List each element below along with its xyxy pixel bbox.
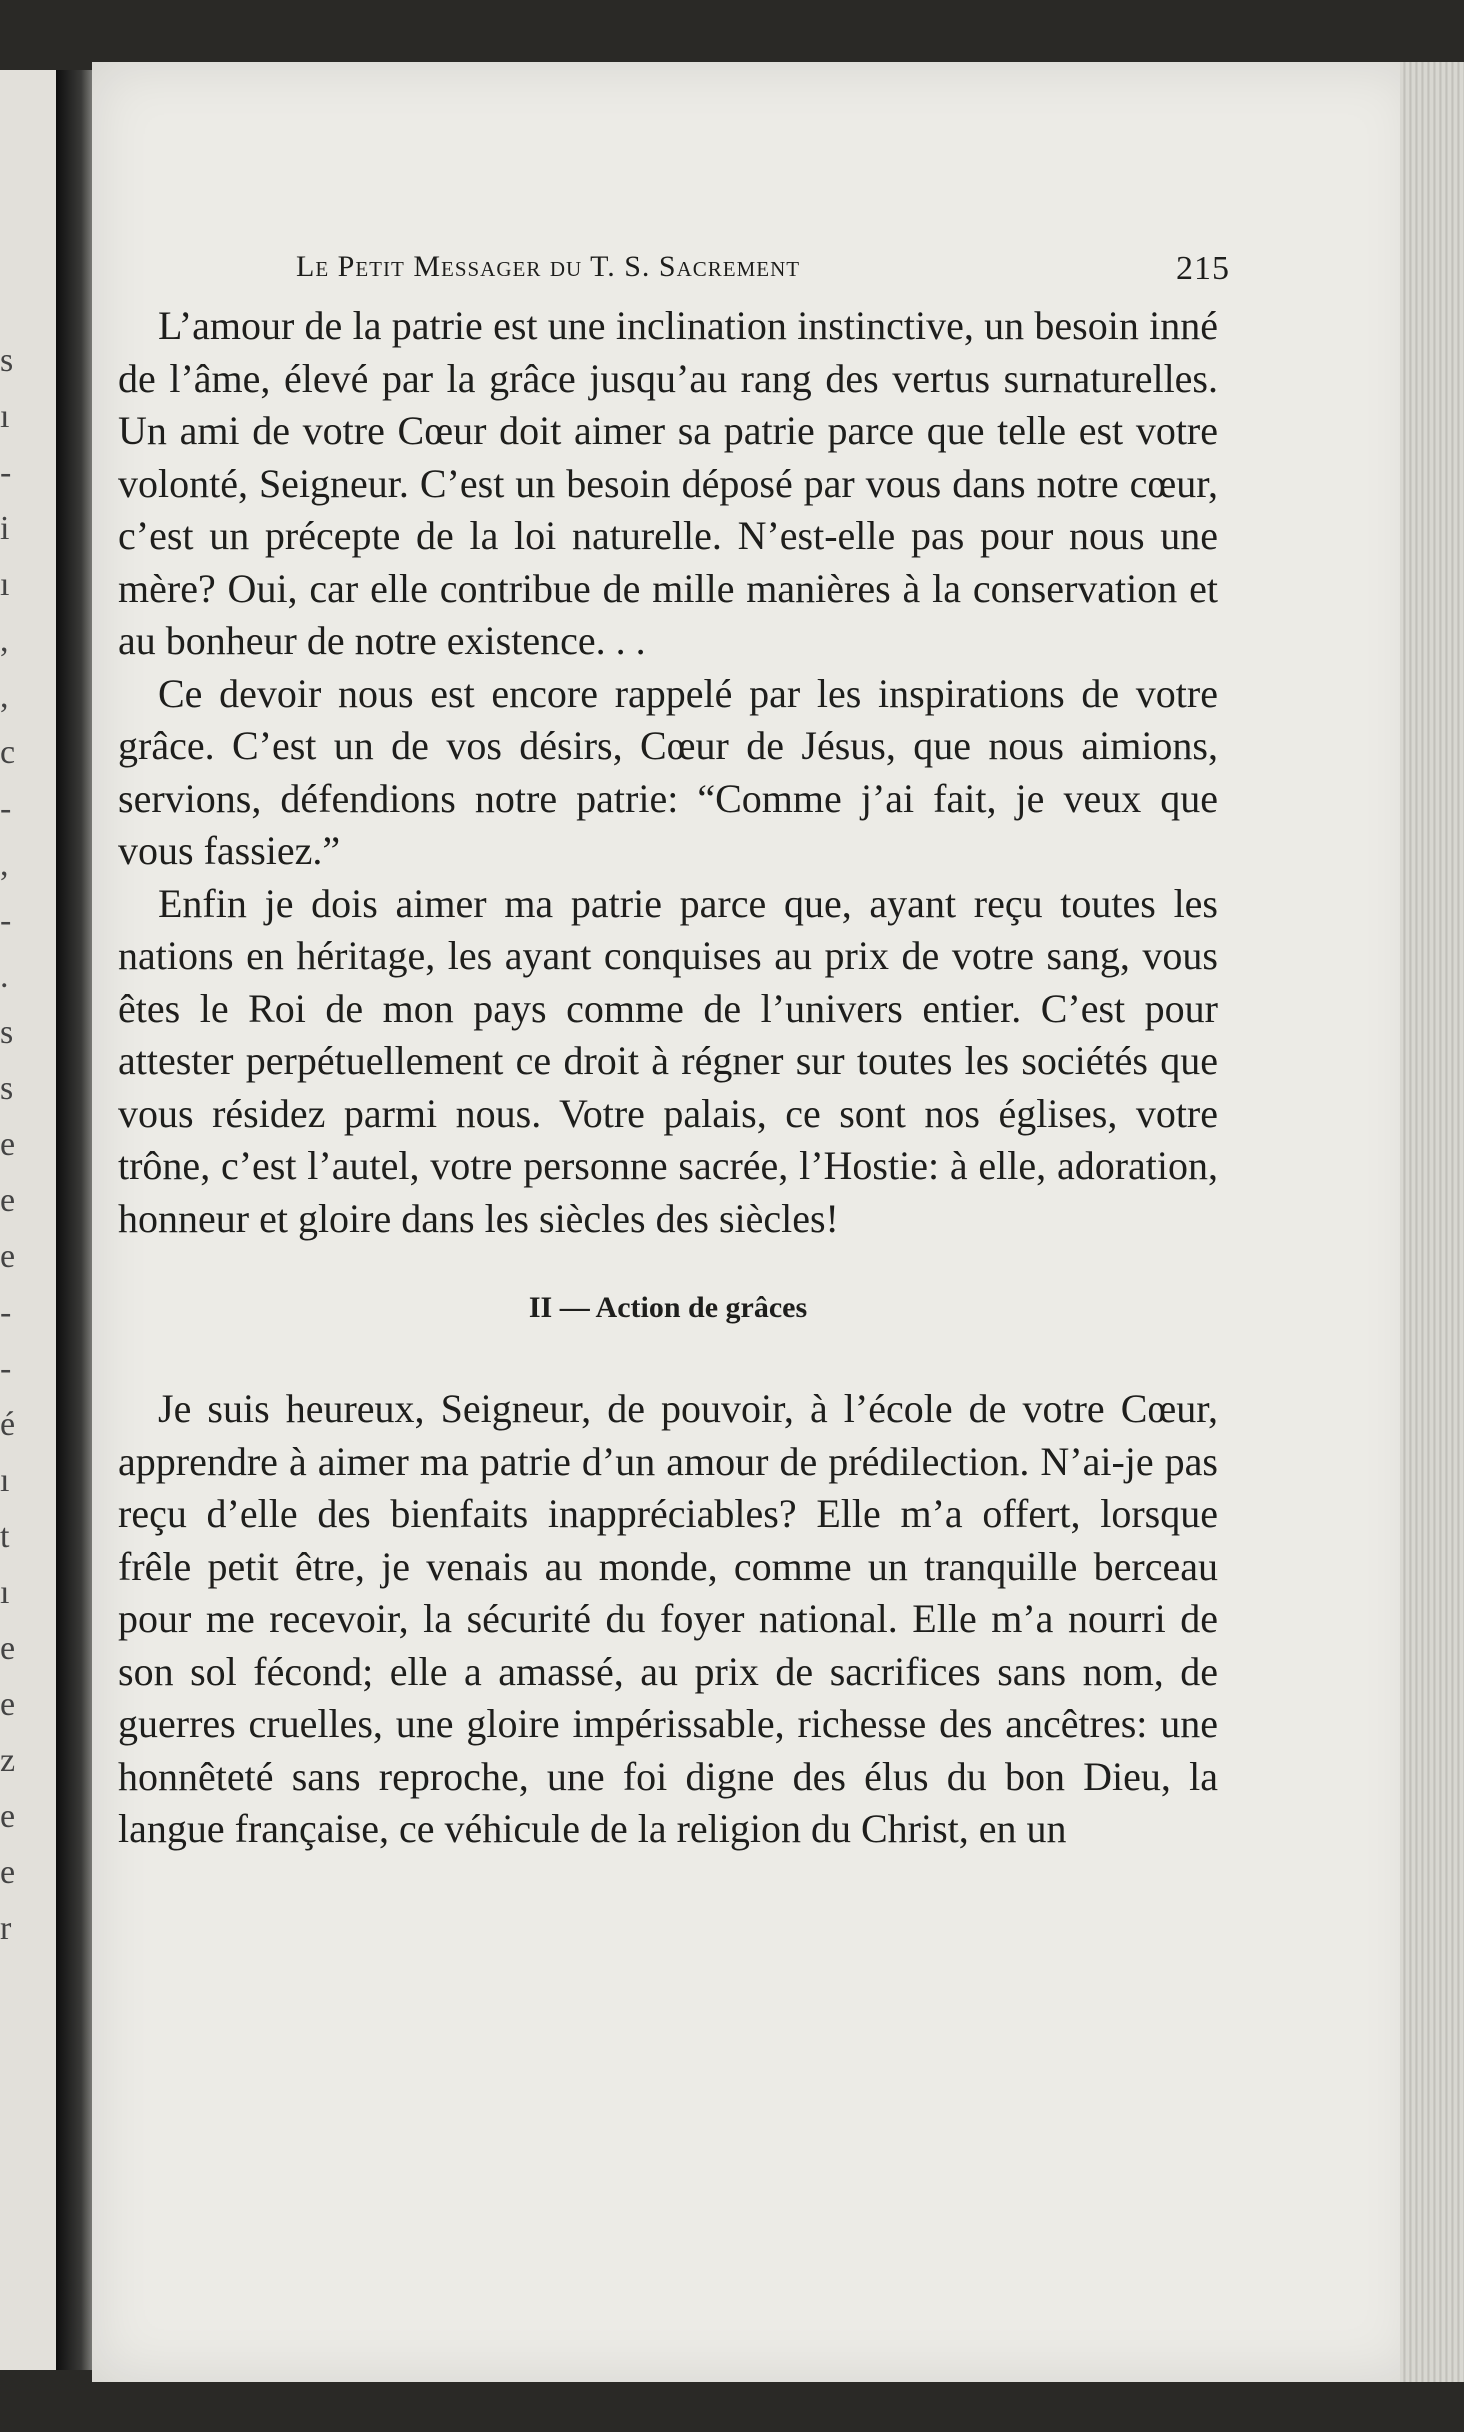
margin-glyph: e [0, 1798, 16, 1835]
margin-glyph: s [0, 1014, 14, 1051]
margin-glyph: ı [0, 398, 10, 435]
margin-glyph: e [0, 1686, 16, 1723]
margin-glyph: - [0, 902, 12, 939]
margin-glyph: i [0, 510, 10, 547]
margin-glyph: e [0, 1182, 16, 1219]
margin-glyph: e [0, 1854, 16, 1891]
margin-glyph: t [0, 1518, 10, 1555]
margin-glyph: - [0, 790, 12, 827]
section-heading: II — Action de grâces [528, 1291, 808, 1324]
margin-glyph: , [0, 678, 9, 715]
paragraph-amour-patrie: L’amour de la patrie est une inclination instinctive, un besoin inné de l’âme, élevé par la grâce jusqu’au rang des vertus surnaturelles. Un ami de votre Cœur doit aimer sa patrie parce que telle est votre volonté, Seigneur. C’est un besoin déposé par vous dans notre cœur, c’est un précepte de la loi naturelle. N’est-elle pas pour nous une mère? Oui, car elle contribue de mille manières à la conservation et au bonheur de notre existence. . . [118, 303, 1218, 663]
body-text [118, 300, 1218, 1856]
margin-glyph: ı [0, 1574, 10, 1611]
paragraph-roi-pays: Enfin je dois aimer ma patrie parce que, ayant reçu toutes les nations en héritage, les ayant conquises au prix de votre sang, vous êtes le Roi de mon pays comme de l’univers entier. C’est pour attester perpétuellement ce droit à régner sur toutes les sociétés que vous résidez parmi nous. Votre palais, ce sont nos églises, votre trône, c’est l’autel, votre personne sacrée, l’Hostie: à elle, adoration, honneur et gloire dans les siècles des siècles! [118, 880, 1218, 1241]
margin-glyph: ı [0, 1462, 10, 1499]
paragraph-devoir-grace: Ce devoir nous est encore rappelé par les inspirations de votre grâce. C’est un de vos désirs, Cœur de Jésus, que nous aimions, servions, défendions notre patrie: “Comme j’ai fait, je veux que vous fassiez.” [118, 670, 1218, 873]
margin-glyph: e [0, 1238, 16, 1275]
margin-glyph: z [0, 1742, 16, 1779]
margin-glyph: s [0, 1070, 14, 1107]
margin-glyph: , [0, 846, 9, 883]
margin-glyph: - [0, 1350, 12, 1387]
margin-glyph: e [0, 1126, 16, 1163]
running-head [118, 240, 1230, 300]
page-number: 215 [1176, 250, 1230, 287]
margin-glyph: é [0, 1406, 16, 1443]
margin-glyph: . [0, 958, 9, 995]
margin-glyph: r [0, 1910, 12, 1947]
margin-glyph: ı [0, 566, 10, 603]
margin-glyph: e [0, 1630, 16, 1667]
margin-glyph: c [0, 734, 16, 771]
page-content [118, 240, 1230, 1856]
margin-glyph: , [0, 622, 9, 659]
running-title: Le Petit Messager du T. S. Sacrement [296, 250, 801, 283]
paragraph-action-de-graces: Je suis heureux, Seigneur, de pouvoir, à l’école de votre Cœur, apprendre à aimer ma patrie d’un amour de prédilection. N’ai-je pas reçu d’elle des bienfaits inappréciables? Elle m’a offert, lorsque frêle petit être, je venais au monde, comme un tranquille berceau pour me recevoir, la sécurité du foyer national. Elle m’a nourri de son sol fécond; elle a amassé, au prix de sacrifices sans nom, de guerres cruelles, une gloire impérissable, richesse des ancêtres: une honnêteté sans reproche, une foi digne des élus du bon Dieu, la langue française, ce véhicule de la religion du Christ, en un [118, 1386, 1218, 1851]
page-fore-edge [1400, 62, 1464, 2382]
margin-glyph: - [0, 454, 12, 491]
margin-glyph: s [0, 342, 14, 379]
margin-glyph: - [0, 1294, 12, 1331]
book-binding [56, 70, 92, 2370]
previous-page-margin-glyphs [0, 300, 20, 2100]
